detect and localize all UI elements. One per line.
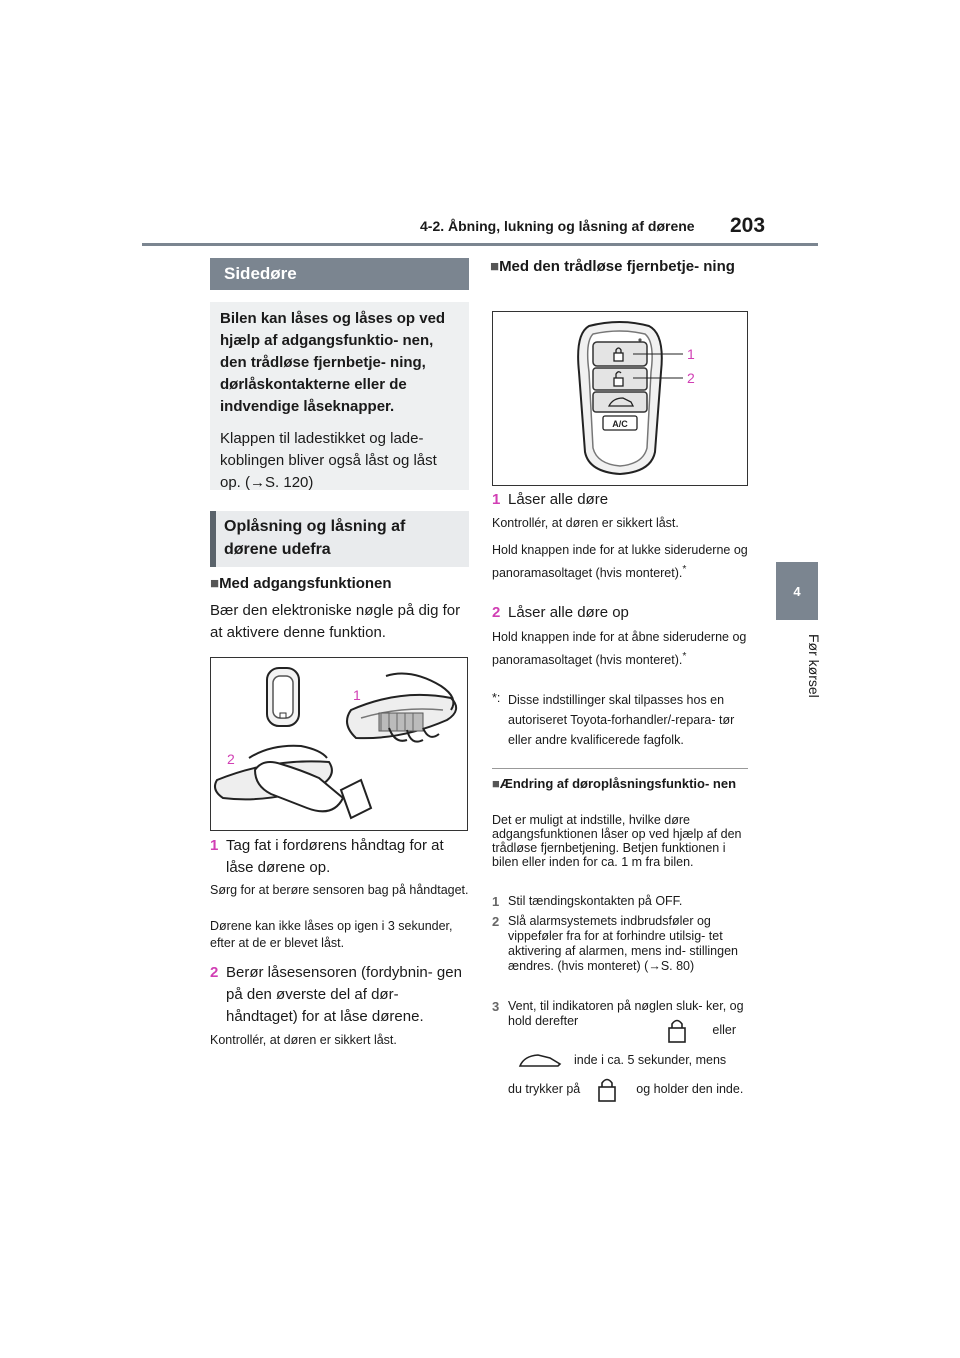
- remote-item-1-note-1: Kontrollér, at døren er sikkert låst.: [492, 516, 679, 530]
- remote-item-1-text: Låser alle døre: [508, 491, 609, 508]
- remote-item-2-text: Låser alle døre op: [508, 604, 629, 621]
- remote-item-2-note: Hold knappen inde for at åbne sideruderne og panoramasoltaget (hvis monteret).*: [492, 630, 747, 668]
- heading-change-function: ■Ændring af døroplåsningsfunktio- nen: [492, 776, 737, 791]
- section-title: Sidedøre: [210, 258, 469, 290]
- chapter-tab-label: Før kørsel: [806, 634, 822, 698]
- heading-remote: ■Med den trådløse fjernbetje- ning: [490, 258, 735, 275]
- access-text: Bær den elektroniske nøgle på dig for at aktivere denne funktion.: [210, 602, 461, 641]
- car-icon: [516, 1048, 564, 1072]
- chapter-title: 4-2. Åbning, lukning og låsning af dørene: [420, 218, 695, 234]
- change-step-2: 2 Slå alarmsystemets indbrudsføler og vippeføler fra for at forhindre utilsig- tet aktivering af alarmen, mens ind- stillingen ændres. (hvis monteret) (→S. 80): [492, 914, 738, 973]
- square-bullet-icon: ■: [492, 776, 500, 791]
- intro-text: Klappen til ladestikket og lade- koblingen bliver også låst og låst op. (→S. 120): [220, 430, 437, 491]
- figure-callout-2: 2: [227, 751, 235, 767]
- remote-item-1: 1 Låser alle døre: [492, 489, 752, 511]
- door-handle-upper: [347, 674, 456, 742]
- key-fob-icon: [267, 668, 299, 726]
- step-1-note-1: Sørg for at berøre sensoren bag på håndtaget.: [210, 883, 469, 897]
- header-rule: [142, 243, 818, 246]
- intro-bold-text: Bilen kan låses og låses op ved hjælp af adgangsfunktio- nen, den trådløse fjernbetje- ning, dørlåskontakterne eller de indvendige låseknapper.: [220, 310, 446, 415]
- footnote: *: Disse indstillinger skal tilpasses hos en autoriseret Toyota-forhandler/-repara- tør eller andre kvalificerede fagfolk.: [492, 691, 735, 747]
- subsection-title: Oplåsning og låsning af dørene udefra: [210, 511, 469, 567]
- step-1: 1 Tag fat i fordørens håndtag for at låse dørene op.: [210, 835, 470, 879]
- change-step-3: 3 Vent, til indikatoren på nøglen sluk- ker, og hold derefter: [492, 999, 744, 1028]
- remote-callout-2: 2: [687, 370, 695, 386]
- heading-access-function: ■Med adgangsfunktionen: [210, 575, 392, 592]
- remote-key-illustration: [493, 312, 747, 485]
- square-bullet-icon: ■: [490, 258, 500, 275]
- square-bullet-icon: ■: [210, 575, 220, 592]
- intro-box: [210, 302, 469, 490]
- remote-figure: [492, 311, 748, 486]
- chapter-tab: 4: [776, 562, 818, 620]
- lock-icon: [594, 1075, 620, 1103]
- step-1-note-2: Dørene kan ikke låses op igen i 3 sekunder, efter at de er blevet låst.: [210, 919, 453, 950]
- figure-callout-1: 1: [353, 687, 361, 703]
- divider: [492, 768, 748, 769]
- step-2-text: Berør låsesensoren (fordybnin- gen på den øverste del af dør- håndtaget) for at låse dørene.: [226, 964, 462, 1025]
- remote-item-1-note-2: Hold knappen inde for at lukke sideruderne og panoramasoltaget (hvis monteret).*: [492, 543, 748, 581]
- door-handle-lower: [215, 746, 371, 818]
- ac-button-label: A/C: [612, 419, 628, 429]
- page-number: 203: [730, 214, 766, 237]
- remote-callout-1: 1: [687, 346, 695, 362]
- change-step-1: 1 Stil tændingskontakten på OFF.: [492, 894, 683, 909]
- door-handle-figure: [210, 657, 468, 831]
- change-step-3-continued: eller inde i ca. 5 sekunder, mens du trykker på og holder den inde.: [508, 1014, 750, 1104]
- lock-icon: [662, 1015, 692, 1045]
- step-2: 2 Berør låsesensoren (fordybnin- gen på den øverste del af dør- håndtaget) for at låse dørene.: [210, 962, 470, 1028]
- back-door-button: [593, 392, 647, 412]
- door-handle-illustration: [211, 658, 467, 830]
- remote-item-2: 2 Låser alle døre op: [492, 602, 752, 624]
- step-2-note: Kontrollér, at døren er sikkert låst.: [210, 1033, 397, 1047]
- change-text: Det er muligt at indstille, hvilke døre adgangsfunktionen låser op ved hjælp af den trådløse fjernbetjening. Betjen funktionen i bilen eller inden for ca. 1 m fra bilen.: [492, 813, 742, 869]
- step-1-text: Tag fat i fordørens håndtag for at låse dørene op.: [226, 837, 444, 876]
